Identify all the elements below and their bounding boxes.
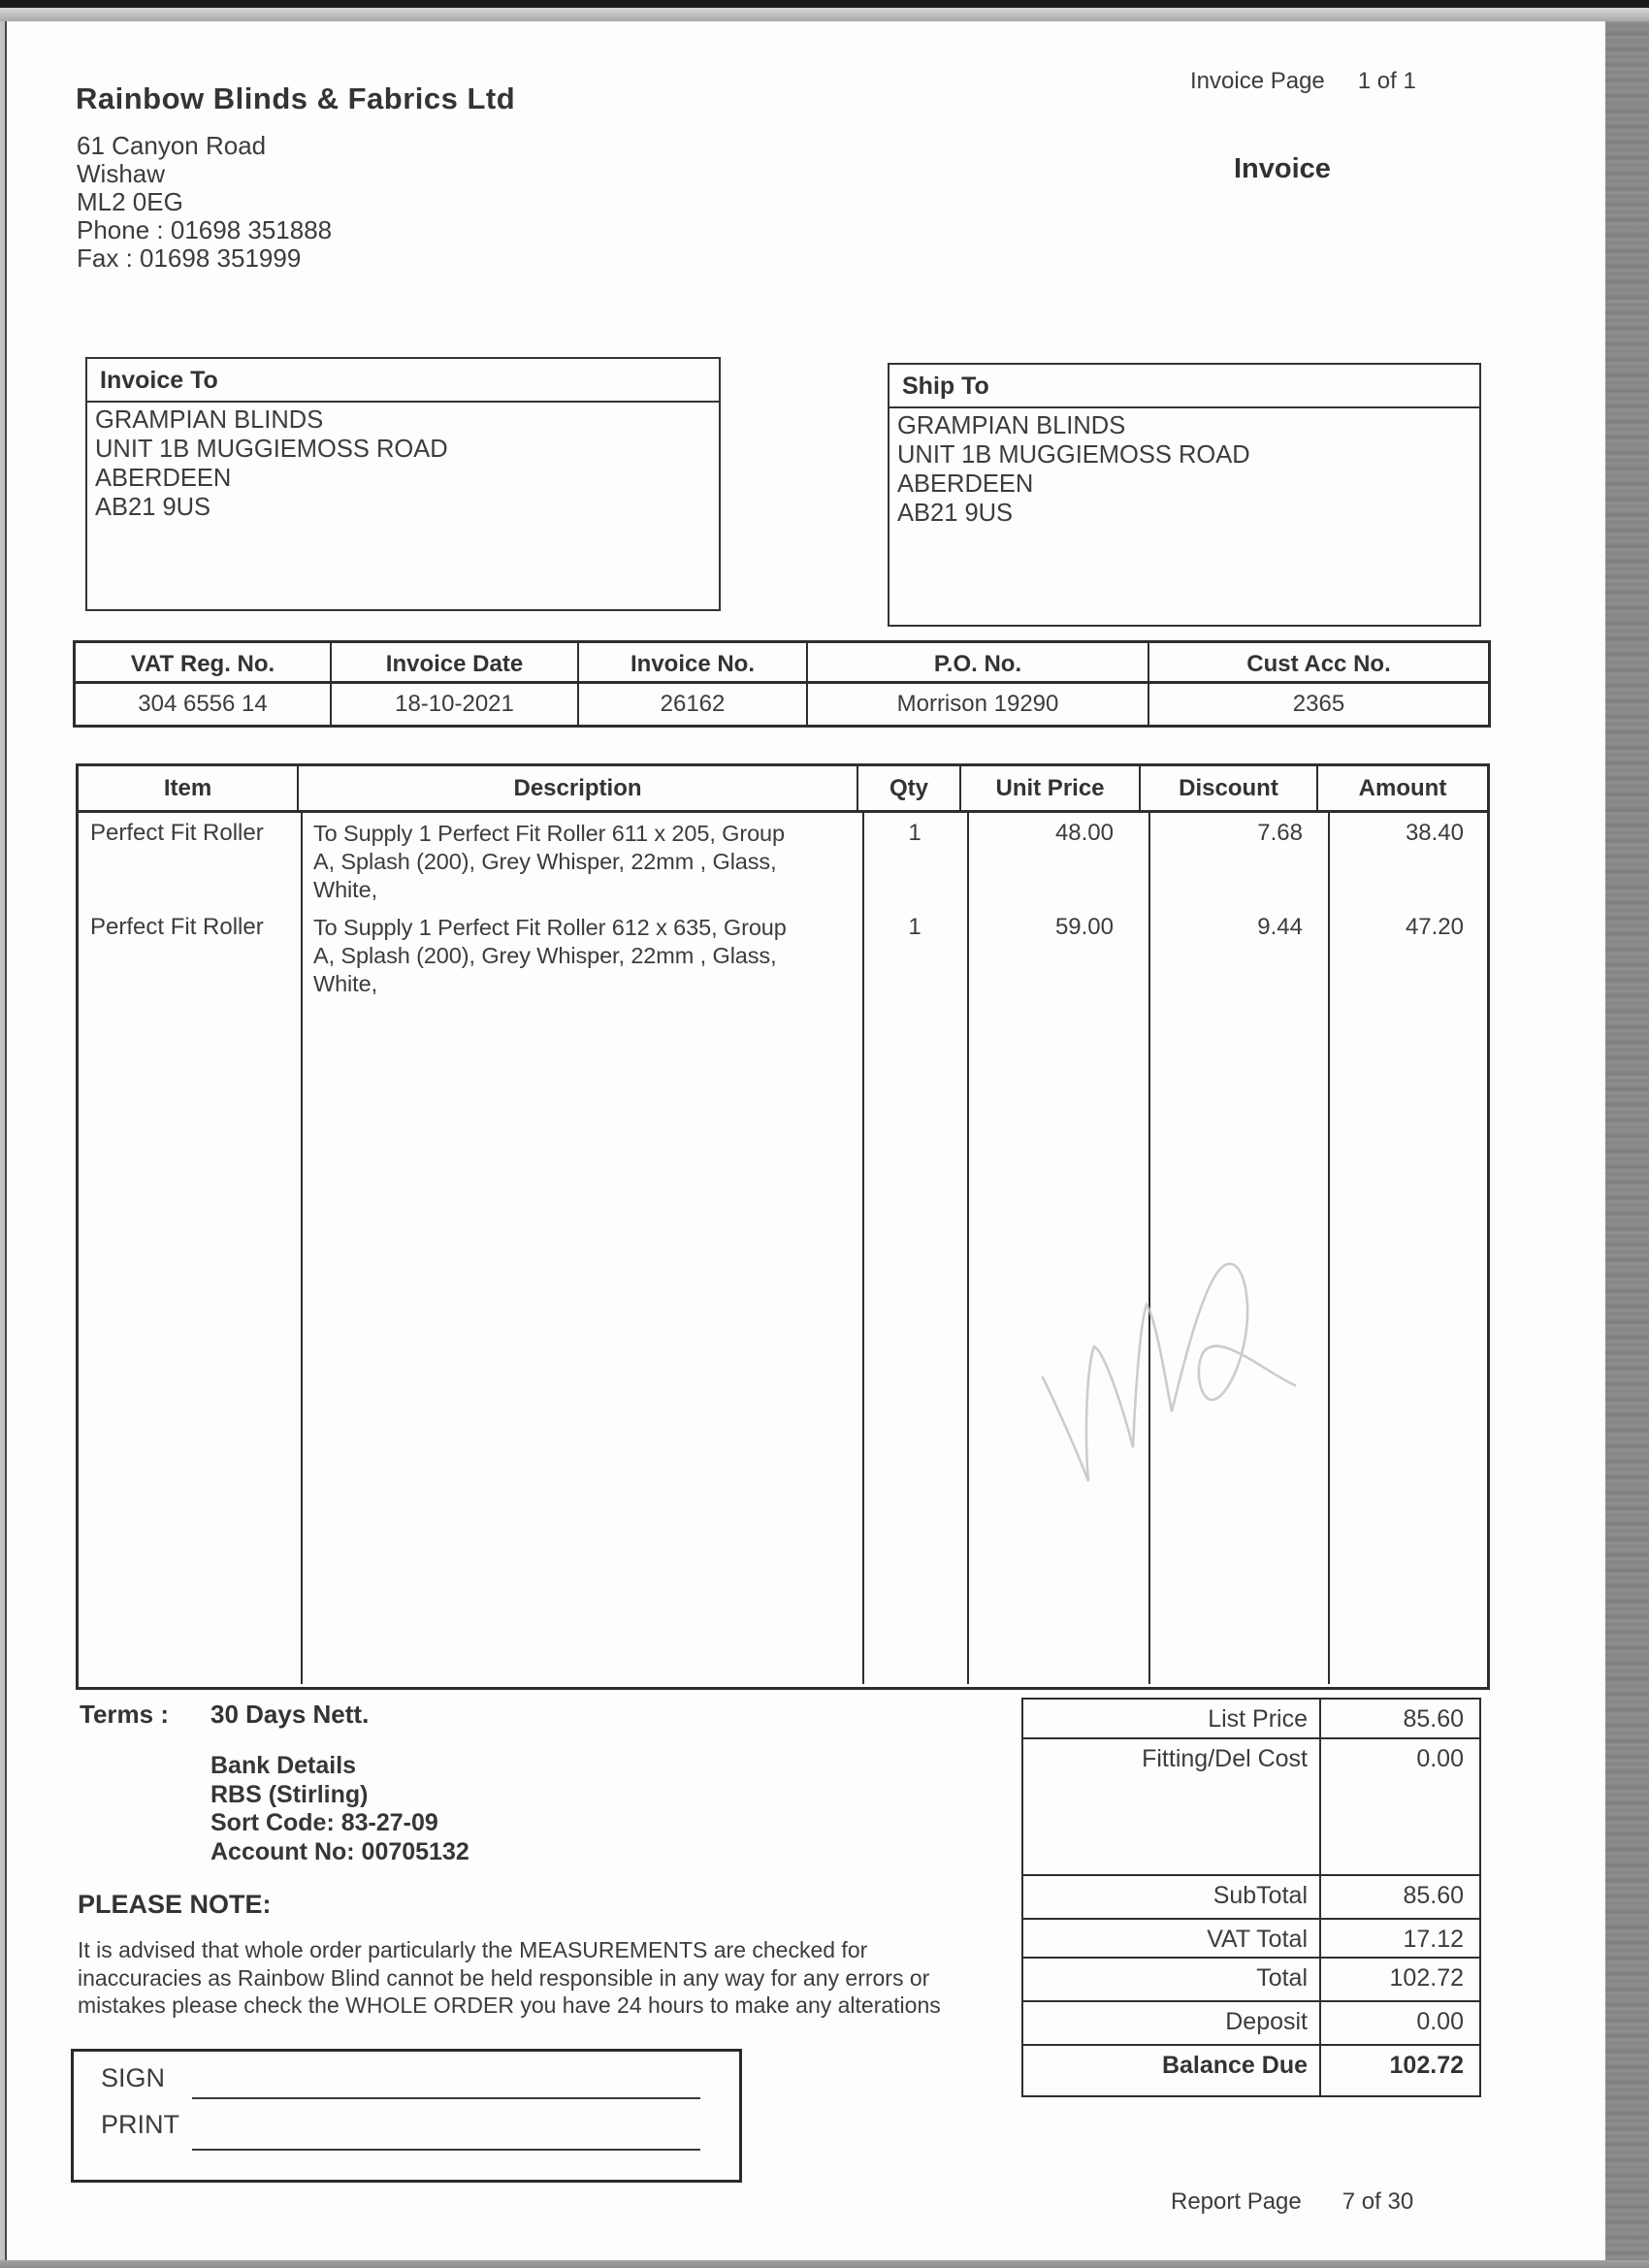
company-address [77, 132, 332, 273]
totals-row-deposit [1023, 2002, 1479, 2046]
ship-to-line: GRAMPIAN BLINDS [897, 412, 1126, 439]
totals-label: SubTotal [1212, 1882, 1308, 1909]
item-description [301, 820, 862, 904]
description-line: White, [313, 971, 377, 996]
ship-to-line: ABERDEEN [897, 470, 1034, 498]
totals-label: Fitting/Del Cost [1142, 1745, 1308, 1772]
invoice-to-line: AB21 9US [95, 494, 211, 521]
totals-value: 0.00 [1319, 1739, 1479, 1874]
please-note-body: It is advised that whole order particularly the MEASUREMENTS are checked for inaccuracies as Rainbow Blind cannot be held responsible in any way for any errors or mistakes please check the WHOLE ORDER you have 24 hours to make any alterations [78, 1937, 941, 2019]
items-header-qty: Qty [858, 766, 961, 810]
scanner-edge-top-dark [0, 0, 1649, 8]
bank-account-no: Account No: 00705132 [210, 1837, 469, 1865]
scanner-edge-bottom [0, 2260, 1649, 2268]
bank-sort-code: Sort Code: 83-27-09 [210, 1809, 438, 1836]
totals-value: 102.72 [1319, 1959, 1479, 2000]
totals-label: VAT Total [1207, 1926, 1308, 1953]
description-line: White, [313, 877, 377, 902]
meta-value-cust-acc: 2365 [1292, 691, 1345, 717]
phone-line: Phone : 01698 351888 [77, 215, 333, 244]
bank-details-title: Bank Details [210, 1752, 357, 1779]
description-line: A, Splash (200), Grey Whisper, 22mm , Glass, [313, 943, 777, 968]
ship-to-line: AB21 9US [897, 500, 1014, 527]
invoice-page-value: 1 of 1 [1357, 68, 1416, 94]
totals-value: 85.60 [1319, 1700, 1479, 1737]
meta-value-date: 18-10-2021 [332, 684, 579, 725]
items-rows [79, 813, 1487, 998]
items-header-discount: Discount [1141, 766, 1318, 810]
items-header-item: Item [79, 766, 299, 810]
meta-header-invoice-no: Invoice No. [579, 643, 808, 684]
item-name: Perfect Fit Roller [90, 820, 264, 846]
totals-label: List Price [1208, 1705, 1308, 1733]
totals-box [1021, 1698, 1481, 2097]
totals-row-balance-due [1023, 2046, 1479, 2095]
totals-row-list-price [1023, 1700, 1479, 1739]
item-qty: 1 [908, 914, 922, 940]
totals-label: Total [1256, 1964, 1308, 1992]
item-amount: 38.40 [1405, 820, 1464, 846]
invoice-to-address [87, 403, 719, 522]
report-page-label: Report Page [1171, 2188, 1302, 2215]
item-qty: 1 [908, 820, 922, 846]
sign-label: SIGN [101, 2063, 166, 2092]
item-description [301, 914, 862, 998]
print-line [192, 2149, 700, 2151]
print-label: PRINT [101, 2110, 179, 2139]
totals-value: 102.72 [1319, 2046, 1479, 2095]
terms-label: Terms : [80, 1700, 169, 1729]
please-note-title: PLEASE NOTE: [78, 1890, 272, 1919]
items-header-description: Description [299, 766, 858, 810]
bank-name: RBS (Stirling) [210, 1780, 369, 1808]
invoice-to-box [85, 357, 721, 611]
item-discount: 7.68 [1257, 820, 1303, 846]
totals-value: 17.12 [1319, 1920, 1479, 1957]
invoice-page-label: Invoice Page [1190, 68, 1325, 94]
totals-value: 85.60 [1319, 1876, 1479, 1918]
address-line: Wishaw [77, 159, 166, 188]
totals-label: Deposit [1225, 2008, 1308, 2035]
totals-label: Balance Due [1161, 2052, 1308, 2079]
report-page-value: 7 of 30 [1342, 2188, 1414, 2215]
items-table-header [76, 763, 1490, 813]
totals-row-total [1023, 1959, 1479, 2002]
item-discount: 9.44 [1257, 914, 1303, 940]
item-unit-price: 48.00 [1054, 820, 1114, 846]
meta-header-po: P.O. No. [808, 643, 1149, 684]
meta-header-vat: VAT Reg. No. [76, 643, 332, 684]
company-name: Rainbow Blinds & Fabrics Ltd [76, 81, 516, 115]
invoice-to-line: ABERDEEN [95, 465, 232, 492]
document-title: Invoice [1234, 153, 1331, 184]
bank-details [210, 1752, 469, 1866]
ship-to-header: Ship To [889, 365, 1479, 408]
sign-line [192, 2097, 700, 2099]
invoice-page-indicator [1190, 68, 1416, 95]
fax-line: Fax : 01698 351999 [77, 243, 302, 273]
totals-row-subtotal [1023, 1876, 1479, 1920]
meta-value-invoice-no: 26162 [579, 684, 808, 725]
terms-value: 30 Days Nett. [210, 1700, 370, 1729]
invoice-to-line: GRAMPIAN BLINDS [95, 406, 324, 434]
meta-header-cust-acc: Cust Acc No. [1149, 643, 1488, 684]
report-page-indicator [1171, 2188, 1413, 2216]
totals-row-fitting-del-cost [1023, 1739, 1479, 1876]
meta-header-date: Invoice Date [332, 643, 579, 684]
meta-value-po: Morrison 19290 [808, 684, 1149, 725]
scanner-edge-left [0, 21, 7, 2260]
items-header-amount: Amount [1358, 775, 1447, 801]
invoice-to-header: Invoice To [87, 359, 719, 403]
invoice-to-line: UNIT 1B MUGGIEMOSS ROAD [95, 436, 448, 463]
address-line: ML2 0EG [77, 187, 183, 216]
description-line: To Supply 1 Perfect Fit Roller 612 x 635, Group [313, 915, 787, 940]
item-amount: 47.20 [1405, 914, 1464, 940]
scanner-edge-top-gray [0, 8, 1649, 21]
description-line: To Supply 1 Perfect Fit Roller 611 x 205, Group [313, 821, 786, 846]
totals-value: 0.00 [1319, 2002, 1479, 2044]
totals-row-vat-total [1023, 1920, 1479, 1959]
ship-to-box [888, 363, 1481, 627]
ship-to-address [889, 408, 1479, 528]
handwritten-signature-squiggle [1009, 1242, 1319, 1513]
meta-value-vat: 304 6556 14 [76, 684, 332, 725]
item-unit-price: 59.00 [1054, 914, 1114, 940]
scanner-edge-right [1605, 21, 1649, 2268]
items-header-unit-price: Unit Price [961, 766, 1141, 810]
signature-box [71, 2049, 742, 2183]
address-line: 61 Canyon Road [77, 131, 267, 160]
item-name: Perfect Fit Roller [90, 914, 264, 940]
invoice-meta-table [73, 640, 1491, 728]
ship-to-line: UNIT 1B MUGGIEMOSS ROAD [897, 441, 1250, 469]
description-line: A, Splash (200), Grey Whisper, 22mm , Glass, [313, 849, 777, 874]
